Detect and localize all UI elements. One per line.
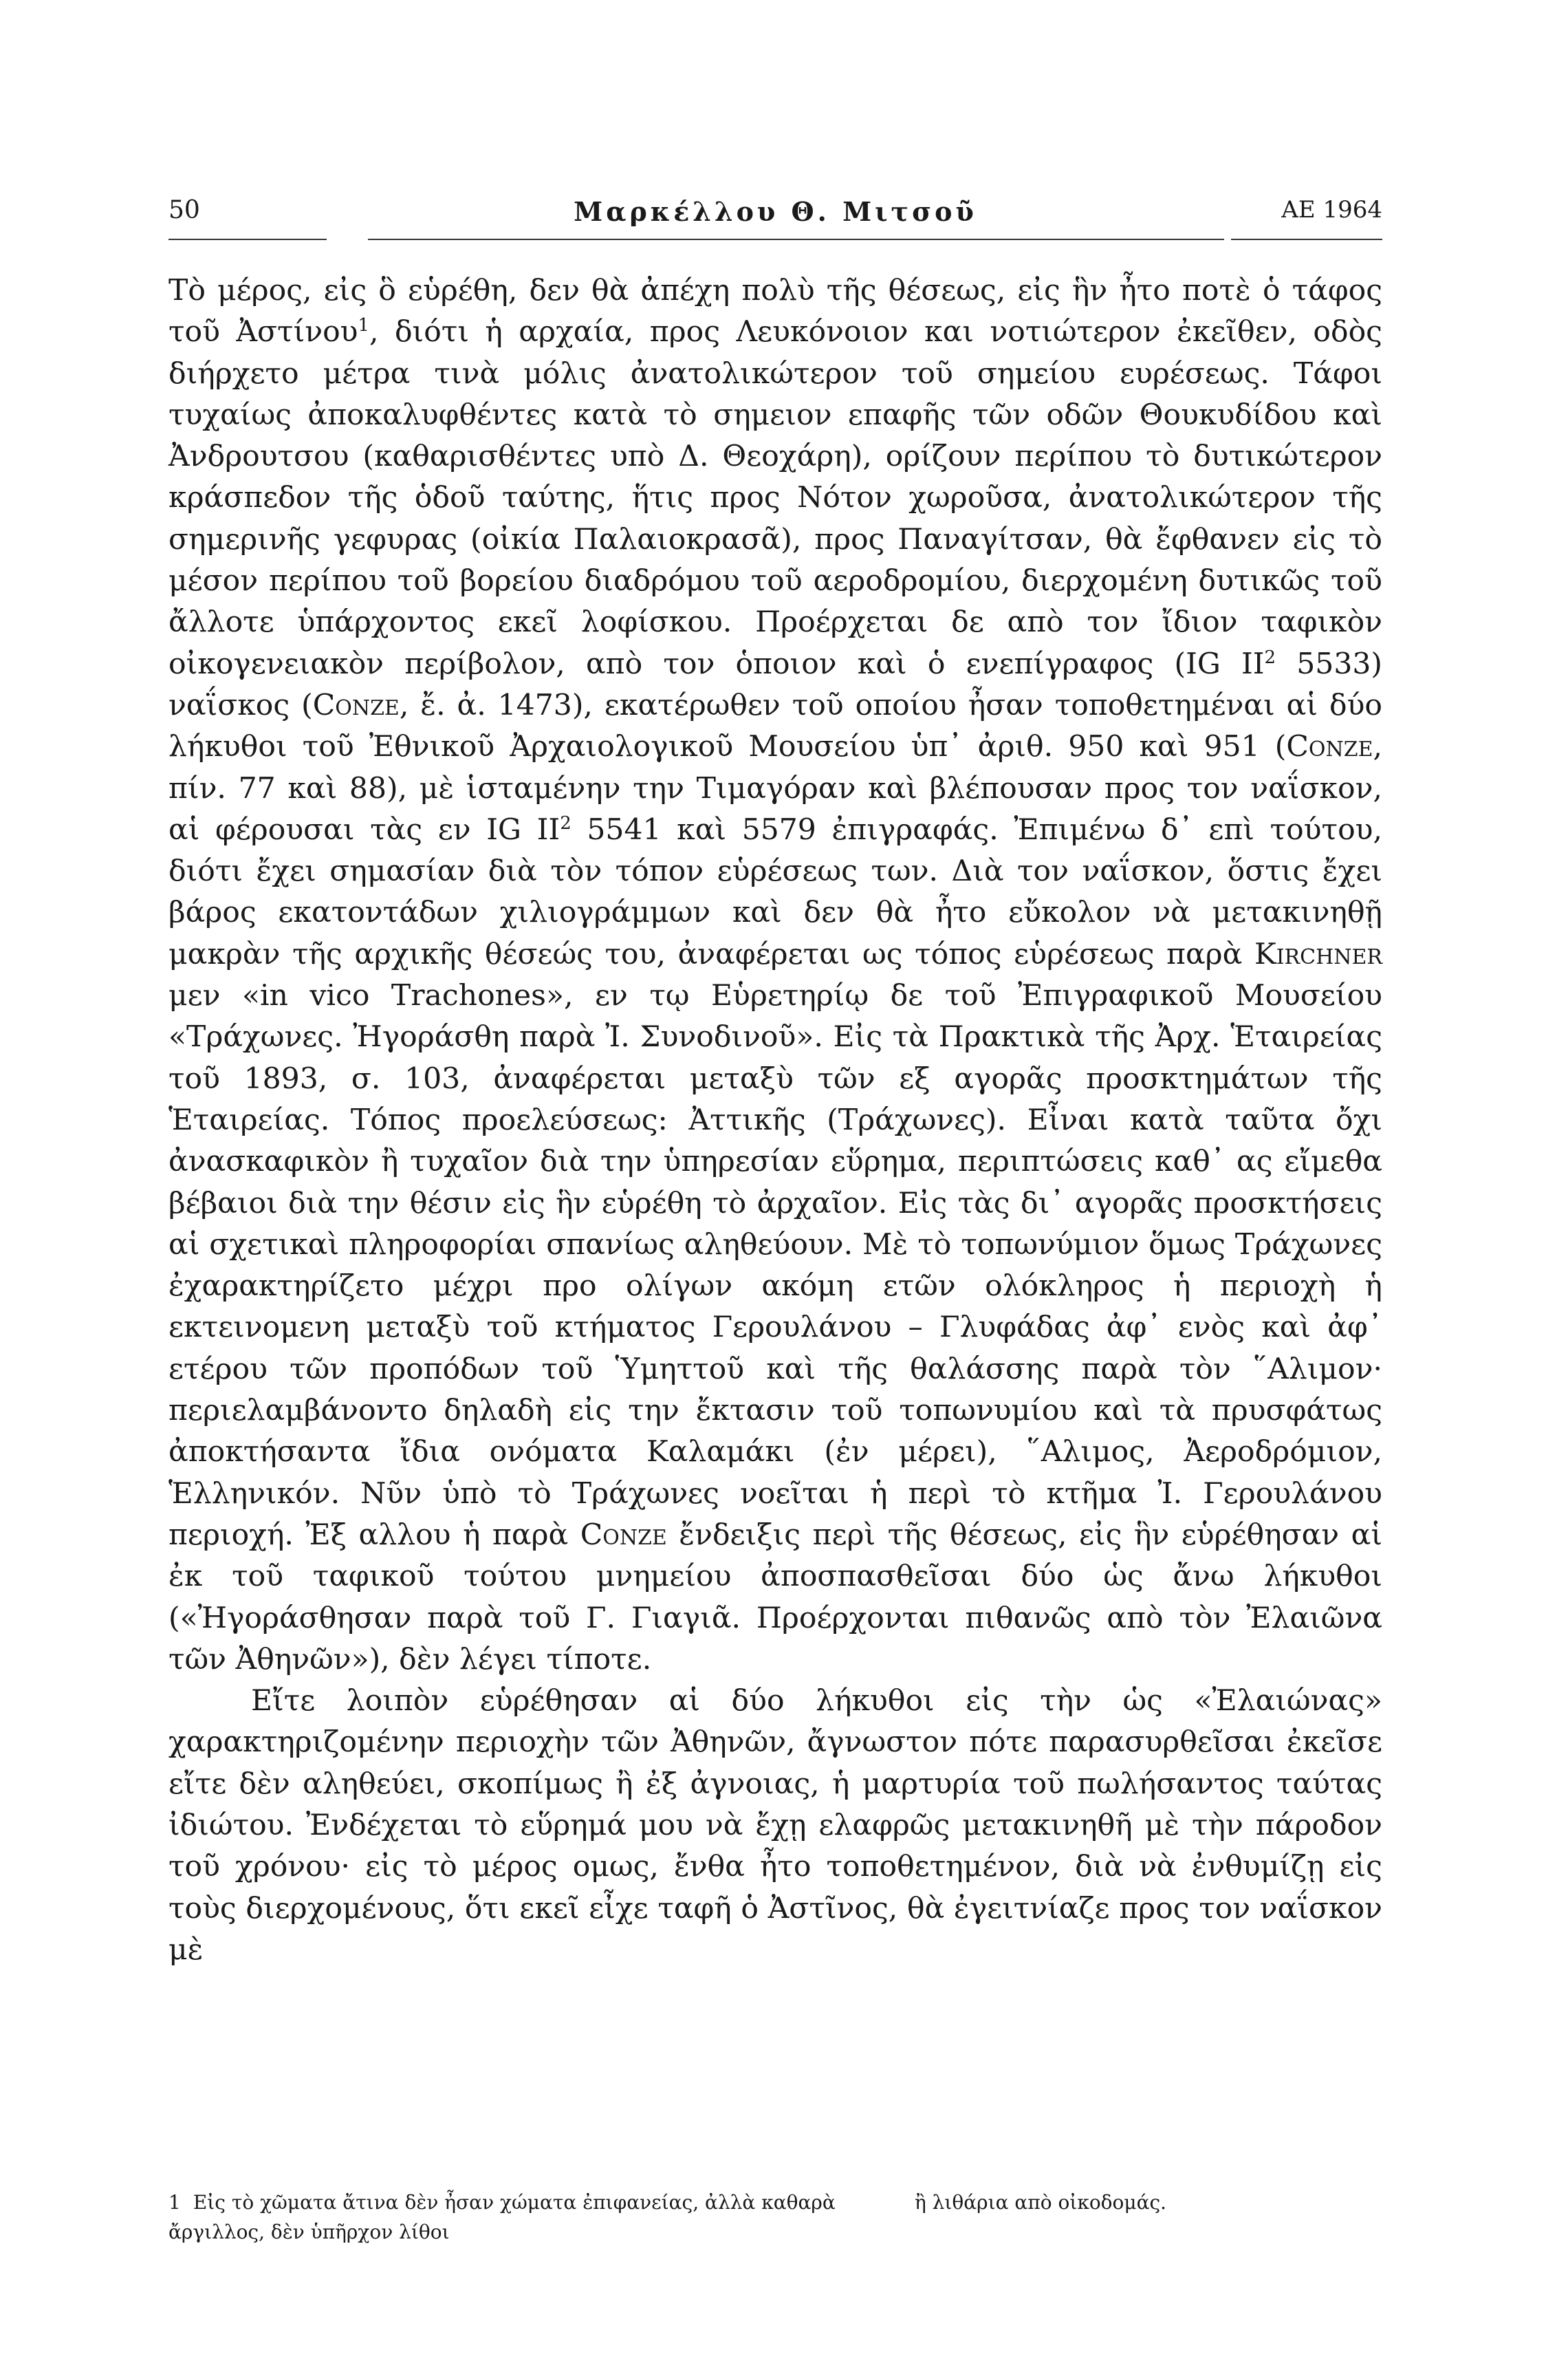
footnote-number: 1 <box>168 2191 181 2214</box>
superscript: 2 <box>1264 647 1276 668</box>
header-rule-right <box>1231 239 1382 240</box>
running-title: Μαρκέλλου Θ. Μιτσοῦ <box>574 196 977 227</box>
footnote-reference: 1 <box>358 315 370 336</box>
running-head <box>168 196 1382 251</box>
body-text <box>168 270 1382 1971</box>
footnote-column-1: 1 Εἰς τὸ χῶματα ἄτινα δὲν ἦσαν χώματα ἐπιφανείας, ἀλλὰ καθαρὰ ἄργιλλος, δὲν ὑπῆρχον λίθοι <box>168 2191 836 2243</box>
footnote-column-2: ἢ λιθάρια απὸ οἰκοδομάς. <box>915 2191 1167 2214</box>
header-rule-middle <box>368 239 1224 240</box>
paragraph-2: Εἴτε λοιπὸν εὑρέθησαν αἱ δύο λήκυθοι εἰς τὴν ὡς «Ἐλαιώνας» χαρακτηριζομένην περιοχὴν τῶν Ἀθηνῶν, ἄγνωστον πότε παρασυρθεῖσαι ἐκεῖσε εἴτε δὲν αληθεύει, σκοπίμως ἢ ἐξ ἀγνοιας, ἡ μαρτυρία τοῦ πωλήσαντος ταύτας ἰδιώτου. Ἐνδέχεται τὸ εὕρημά μου νὰ ἔχῃ ελαφρῶς μετακινηθῆ μὲ τὴν πάροδον τοῦ χρόνου· εἰς τὸ μέρος ομως, ἔνθα ἦτο τοποθετημένον, διὰ νὰ ἐνθυμίζῃ εἰς τοὺς διερχομένους, ὅτι εκεῖ εἶχε ταφῆ ὁ Ἀστῖνος, θὰ ἐγειτνίαζε προς τον ναΐσκον μὲ <box>168 1684 1382 1967</box>
page-number: 50 <box>168 196 200 224</box>
superscript: 2 <box>560 812 571 834</box>
journal-reference: ΑΕ 1964 <box>1281 196 1382 224</box>
header-rule-left <box>168 239 327 240</box>
paragraph-1: Τὸ μέρος, εἰς ὃ εὑρέθη, δεν θὰ ἀπέχη πολὺ τῆς θέσεως, εἰς ἣν ἦτο ποτὲ ὁ τάφος τοῦ Ἀστίνου$^1$, διότι ἡ αρχαία, προς Λευκόνοιον και νοτιώτερον ἐκεῖθεν, οδὸς διήρχετο μέτρα τινὰ μόλις ἀνατολικώτερον τοῦ σημείου ευρέσεως. Τάφοι τυχαίως ἀποκαλυφθέντες κατὰ τὸ σημειον επαφῆς τῶν οδῶν Θουκυδίδου καὶ Ἀνδρουτσου (καθαρισθέντες υπὸ Δ. Θεοχάρη), ορίζουν περίπου τὸ δυτικώτερον κράσπεδον τῆς ὁδοῦ ταύτης, ἥτις προς Νότον χωροῦσα, ἀνατολικώτερον τῆς σημερινῆς γεφυρας (οἰκία Παλαιοκρασᾶ), προς Παναγίτσαν, θὰ ἔφθανεν εἰς τὸ μέσον περίπου τοῦ βορείου διαδρόμου τοῦ αεροδρομίου, διερχομένη δυτικῶς τοῦ ἄλλοτε ὑπάρχοντος εκεῖ λοφίσκου. Προέρχεται δε απὸ τον ἴδιον ταφικὸν οἰκογενειακὸν περίβολον, απὸ τον ὁποιον καὶ ὁ ενεπίγραφος (IG $II^2$ 5533) ναΐσκος (Conze, ἔ. ἀ. 1473), εκατέρωθεν τοῦ οποίου ἦσαν τοποθετημέναι αἱ δύο λήκυθοι τοῦ Ἐθνικοῦ Ἀρχαιολογικοῦ Μουσείου ὑπ᾿ ἀριθ. 950 καὶ 951 (Conze, πίν. 77 καὶ 88), μὲ ἱσταμένην την Τιμαγόραν καὶ βλέπουσαν προς τον ναΐσκον, αἱ φέρουσαι τὰς εν IG $II^2$ 5541 καὶ 5579 ἐπιγραφάς. Ἐπιμένω δ᾿ επὶ τούτου, διότι ἔχει σημασίαν διὰ τὸν τόπον εὑρέσεως των. Διὰ τον ναΐσκον, ὅστις ἔχει βάρος εκατοντάδων χιλιογράμμων καὶ δεν θὰ ἦτο εὔκολον νὰ μετακινηθῇ μακρὰν τῆς αρχικῆς θέσεώς του, ἀναφέρεται ως τόπος εὑρέσεως παρὰ Kirchner μεν «in vico Trachones», εν τῳ Εὑρετηρίῳ δε τοῦ Ἐπιγραφικοῦ Μουσείου «Τράχωνες. Ἠγοράσθη παρὰ Ἰ. Συνοδινοῦ». Εἰς τὰ Πρακτικὰ τῆς Ἀρχ. Ἑταιρείας τοῦ 1893, σ. 103, ἀναφέρεται μεταξὺ τῶν εξ αγορᾶς προσκτημάτων τῆς Ἑταιρείας. Τόπος προελεύσεως: Ἀττικῆς (Τράχωνες). Εἶναι κατὰ ταῦτα ὄχι ἀνασκαφικὸν ἢ τυχαῖον διὰ την ὑπηρεσίαν εὕρημα, περιπτώσεις καθ᾿ ας εἴμεθα βέβαιοι διὰ την θέσιν εἰς ἣν εὑρέθη τὸ ἀρχαῖον. Εἰς τὰς δι᾿ αγορᾶς προσκτήσεις αἱ σχετικαὶ πληροφορίαι σπανίως αληθεύουν. Μὲ τὸ τοπωνύμιον ὅμως Τράχωνες ἐχαρακτηρίζετο μέχρι προ ολίγων ακόμη ετῶν ολόκληρος ἡ περιοχὴ ἡ εκτεινομενη μεταξὺ τοῦ κτήματος Γερουλάνου – Γλυφάδας ἀφ᾿ ενὸς καὶ ἀφ᾿ ετέρου τῶν προπόδων τοῦ Ὑμηττοῦ καὶ τῆς θαλάσσης παρὰ τὸν ῞Αλιμον· περιελαμβάνοντο δηλαδὴ εἰς την ἔκτασιν τοῦ τοπωνυμίου καὶ τὰ πρυσφάτως ἀποκτήσαντα ἴδια ονόματα Καλαμάκι (ἐν μέρει), ῞Αλιμος, Ἀεροδρόμιον, Ἑλληνικόν. Νῦν ὑπὸ τὸ Τράχωνες νοεῖται ἡ περὶ τὸ κτῆμα Ἰ. Γερουλάνου περιοχή. Ἐξ αλλου ἡ παρὰ Conze ἔνδειξις περὶ τῆς θέσεως, εἰς ἣν εὑρέθησαν αἱ ἐκ τοῦ ταφικοῦ τούτου μνημείου ἀποσπασθεῖσαι δύο ὡς ἄνω λήκυθοι («Ἠγοράσθησαν παρὰ τοῦ Γ. Γιαγιᾶ. Προέρχονται πιθανῶς απὸ τὸν Ἐλαιῶνα τῶν Ἀθηνῶν»), δὲν λέγει τίποτε. <box>168 274 1383 1676</box>
